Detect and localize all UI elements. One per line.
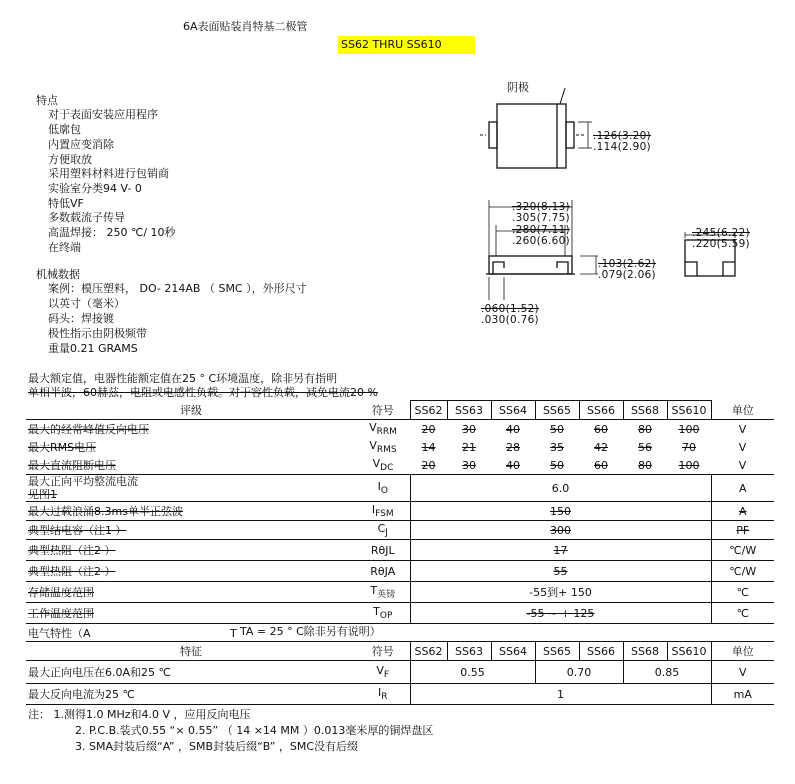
mechanical-item: 案例：模压塑料， DO- 214AB （ SMC ），外形尺寸 <box>48 282 307 295</box>
cell-value: 6.0 <box>410 475 711 502</box>
cell-value: 42 <box>594 440 608 454</box>
cell-value: 20 <box>421 422 436 436</box>
cell-value: 56 <box>638 440 652 454</box>
dim-label: .060(1.52) <box>481 303 539 315</box>
cell-value: -55 ~ + 125 <box>410 603 711 624</box>
electrical-intro-cond: TA = 25 ° C除非另有说明） <box>240 625 381 638</box>
mechanical-item: 极性指示由阴极频带 <box>48 327 147 340</box>
row-label: 典型结电容（注1 ） <box>28 524 127 537</box>
cell-value: 100 <box>678 458 700 472</box>
ratings-intro-2: 单相半波，60赫兹，电阻或电感性负载。对于容性负载，减免电流20 % <box>28 386 378 399</box>
row-symbol: $I_O$ <box>377 480 388 496</box>
feature-item: 内置应变消除 <box>48 138 114 151</box>
column-header: 评级 <box>180 403 202 417</box>
cell-value: 60 <box>594 422 608 436</box>
dim-label: .245(6.22) <box>692 227 750 239</box>
electrical-table <box>26 641 774 705</box>
feature-item: 对于表面安装应用程序 <box>48 108 158 121</box>
table-row <box>26 561 774 582</box>
cell-value: 30 <box>462 458 476 472</box>
table-row <box>26 582 774 603</box>
cell-value: 80 <box>638 422 652 436</box>
mechanical-item: 重量0.21 GRAMS <box>48 342 138 355</box>
table-header-row <box>26 401 774 420</box>
mechanical-item: 以英寸（毫米） <box>48 297 125 310</box>
cell-value: 60 <box>594 458 608 472</box>
column-header: SS63 <box>447 642 491 661</box>
dim-label: .103(2.62) <box>598 258 656 270</box>
cell-value: 20 <box>421 458 436 472</box>
row-label: 最大正向电压在6.0A和25 ℃ <box>28 666 171 679</box>
dim-label: .305(7.75) <box>512 212 570 224</box>
column-header: 单位 <box>731 645 754 658</box>
table-row <box>26 475 774 502</box>
cell-unit: ℃ <box>736 585 749 599</box>
row-symbol: $V_{RRM}$ <box>369 421 397 437</box>
dim-label: .320(8.13) <box>512 201 570 213</box>
mechanical-heading: 机械数据 <box>36 268 80 281</box>
feature-item: 实验室分类94 V- 0 <box>48 182 142 195</box>
cell-unit: ℃/W <box>729 543 757 557</box>
column-header: SS66 <box>579 401 623 420</box>
table-row <box>26 521 774 540</box>
feature-item: 高温焊接： 250 ℃/ 10秒 <box>48 226 176 239</box>
row-label: 最大的经常峰值反向电压 <box>28 423 149 436</box>
ratings-intro: 最大额定值，电器性能额定值在25 ° C环境温度，除非另有指明 <box>28 372 338 385</box>
cell-unit: A <box>738 504 747 518</box>
dim-label: .126(3.20) <box>593 130 651 142</box>
cell-value: 50 <box>550 458 564 472</box>
cell-value: 14 <box>421 440 436 454</box>
electrical-intro-t: T <box>230 627 237 640</box>
cell-value: 80 <box>638 458 652 472</box>
row-symbol: $V_{RMS}$ <box>369 439 397 455</box>
cell-value: 35 <box>550 440 564 454</box>
cell-value: 0.55 <box>410 661 535 684</box>
row-label: 工作温度范围 <box>28 607 94 620</box>
row-label: 最大过载浪涌8.3ms单半正弦波 <box>28 505 183 518</box>
column-header: SS68 <box>623 642 667 661</box>
column-header: SS64 <box>491 642 535 661</box>
column-header: SS65 <box>535 401 579 420</box>
row-label: 典型热阻（注2 ） <box>28 544 116 557</box>
column-header: SS64 <box>491 401 535 420</box>
feature-item: 特低VF <box>48 197 84 210</box>
column-header: SS62 <box>410 401 447 420</box>
table-row <box>26 661 774 684</box>
cell-unit: ℃/W <box>729 564 757 578</box>
cell-value: 300 <box>410 521 711 540</box>
column-header: SS63 <box>447 401 491 420</box>
table-row <box>26 420 774 439</box>
row-symbol: RθJL <box>370 543 395 557</box>
table-row <box>26 502 774 521</box>
cell-value: 21 <box>462 440 476 454</box>
cell-value: 40 <box>506 458 520 472</box>
cell-value: 70 <box>682 440 696 454</box>
column-header: SS68 <box>623 401 667 420</box>
row-symbol: $I_R$ <box>377 686 388 702</box>
column-header: 符号 <box>371 645 394 658</box>
cell-unit: A <box>738 481 747 495</box>
table-row <box>26 540 774 561</box>
feature-item: 多数载流子传导 <box>48 211 125 224</box>
cell-value: -55到+ 150 <box>410 582 711 603</box>
row-symbol: $V_{DC}$ <box>372 457 394 473</box>
row-symbol: $T_{OP}$ <box>373 605 393 621</box>
feature-item: 低廓包 <box>48 123 81 136</box>
cell-value: 0.85 <box>623 661 711 684</box>
row-symbol: RθJA <box>370 564 396 578</box>
cell-value: 1 <box>410 684 711 705</box>
features-heading: 特点 <box>36 94 58 107</box>
cell-unit: mA <box>733 687 752 701</box>
cell-unit: ℃ <box>736 606 749 620</box>
feature-item: 采用塑料材料进行包销商 <box>48 167 169 180</box>
note-2: 2. P.C.B.装式0.55 “× 0.55” （ 14 ×14 MM ）0.013毫米厚的铜焊盘区 <box>75 724 434 737</box>
side-view-body <box>489 256 572 274</box>
row-label: 最大直流阻断电压 <box>28 459 116 472</box>
row-symbol: $V_F$ <box>376 664 390 680</box>
column-header: SS610 <box>667 642 711 661</box>
dim-label: .280(7.11) <box>512 224 570 236</box>
feature-item: 方便取放 <box>48 153 92 166</box>
mechanical-item: 码头：焊接镀 <box>48 312 114 325</box>
row-label: 存储温度范围 <box>28 586 94 599</box>
row-label: 典型热阻（注2 ） <box>28 565 116 578</box>
note-1: 注： 1.测得1.0 MHz和4.0 V ，应用反向电压 <box>28 708 251 721</box>
table-row <box>26 684 774 705</box>
row-label: 最大正向平均整流电流 见图1 <box>28 475 138 501</box>
dim-label: .260(6.60) <box>512 235 570 247</box>
cell-unit: PF <box>736 523 750 537</box>
feature-item: 在终端 <box>48 241 81 254</box>
column-header: 单位 <box>731 403 754 417</box>
electrical-intro: 电气特性（A <box>28 627 91 640</box>
column-header: SS610 <box>667 401 711 420</box>
column-header: 特征 <box>180 645 202 658</box>
dim-label: .030(0.76) <box>481 314 539 326</box>
cell-unit: V <box>738 458 747 472</box>
dim-label: .079(2.06) <box>598 269 656 281</box>
page-title: 6A表面贴装肖特基二极管 <box>183 20 308 33</box>
row-label: 最大反向电流为25 ℃ <box>28 688 135 701</box>
cell-value: 17 <box>410 540 711 561</box>
cell-unit: V <box>738 665 747 679</box>
table-row <box>26 456 774 475</box>
cell-value: 40 <box>506 422 520 436</box>
cell-value: 55 <box>410 561 711 582</box>
top-view-body <box>497 104 566 168</box>
table-row <box>26 438 774 456</box>
cell-value: 150 <box>410 502 711 521</box>
note-3: 3. SMA封装后缀“A” ，SMB封装后缀“B” ，SMC没有后缀 <box>75 740 359 753</box>
column-header: SS66 <box>579 642 623 661</box>
cell-unit: V <box>738 440 747 454</box>
column-header: SS65 <box>535 642 579 661</box>
cell-value: 100 <box>678 422 700 436</box>
part-range-highlight: SS62 THRU SS610 <box>338 36 475 54</box>
cathode-label: 阴极 <box>507 81 529 94</box>
row-symbol: $C_J$ <box>377 522 388 538</box>
ratings-table <box>26 400 774 624</box>
column-header: 符号 <box>371 403 394 417</box>
cell-value: 50 <box>550 422 564 436</box>
table-row <box>26 603 774 624</box>
column-header: SS62 <box>410 642 447 661</box>
row-symbol: $I_{FSM}$ <box>371 503 394 519</box>
row-label: 最大RMS电压 <box>28 441 97 454</box>
cell-value: 28 <box>506 440 520 454</box>
cell-value: 30 <box>462 422 476 436</box>
cell-unit: V <box>738 422 747 436</box>
row-symbol: $T_{英镑}$ <box>370 584 396 600</box>
table-header-row <box>26 642 774 661</box>
cell-value: 0.70 <box>535 661 623 684</box>
dim-label: .220(5.59) <box>692 238 750 250</box>
dim-label: .114(2.90) <box>593 141 651 153</box>
